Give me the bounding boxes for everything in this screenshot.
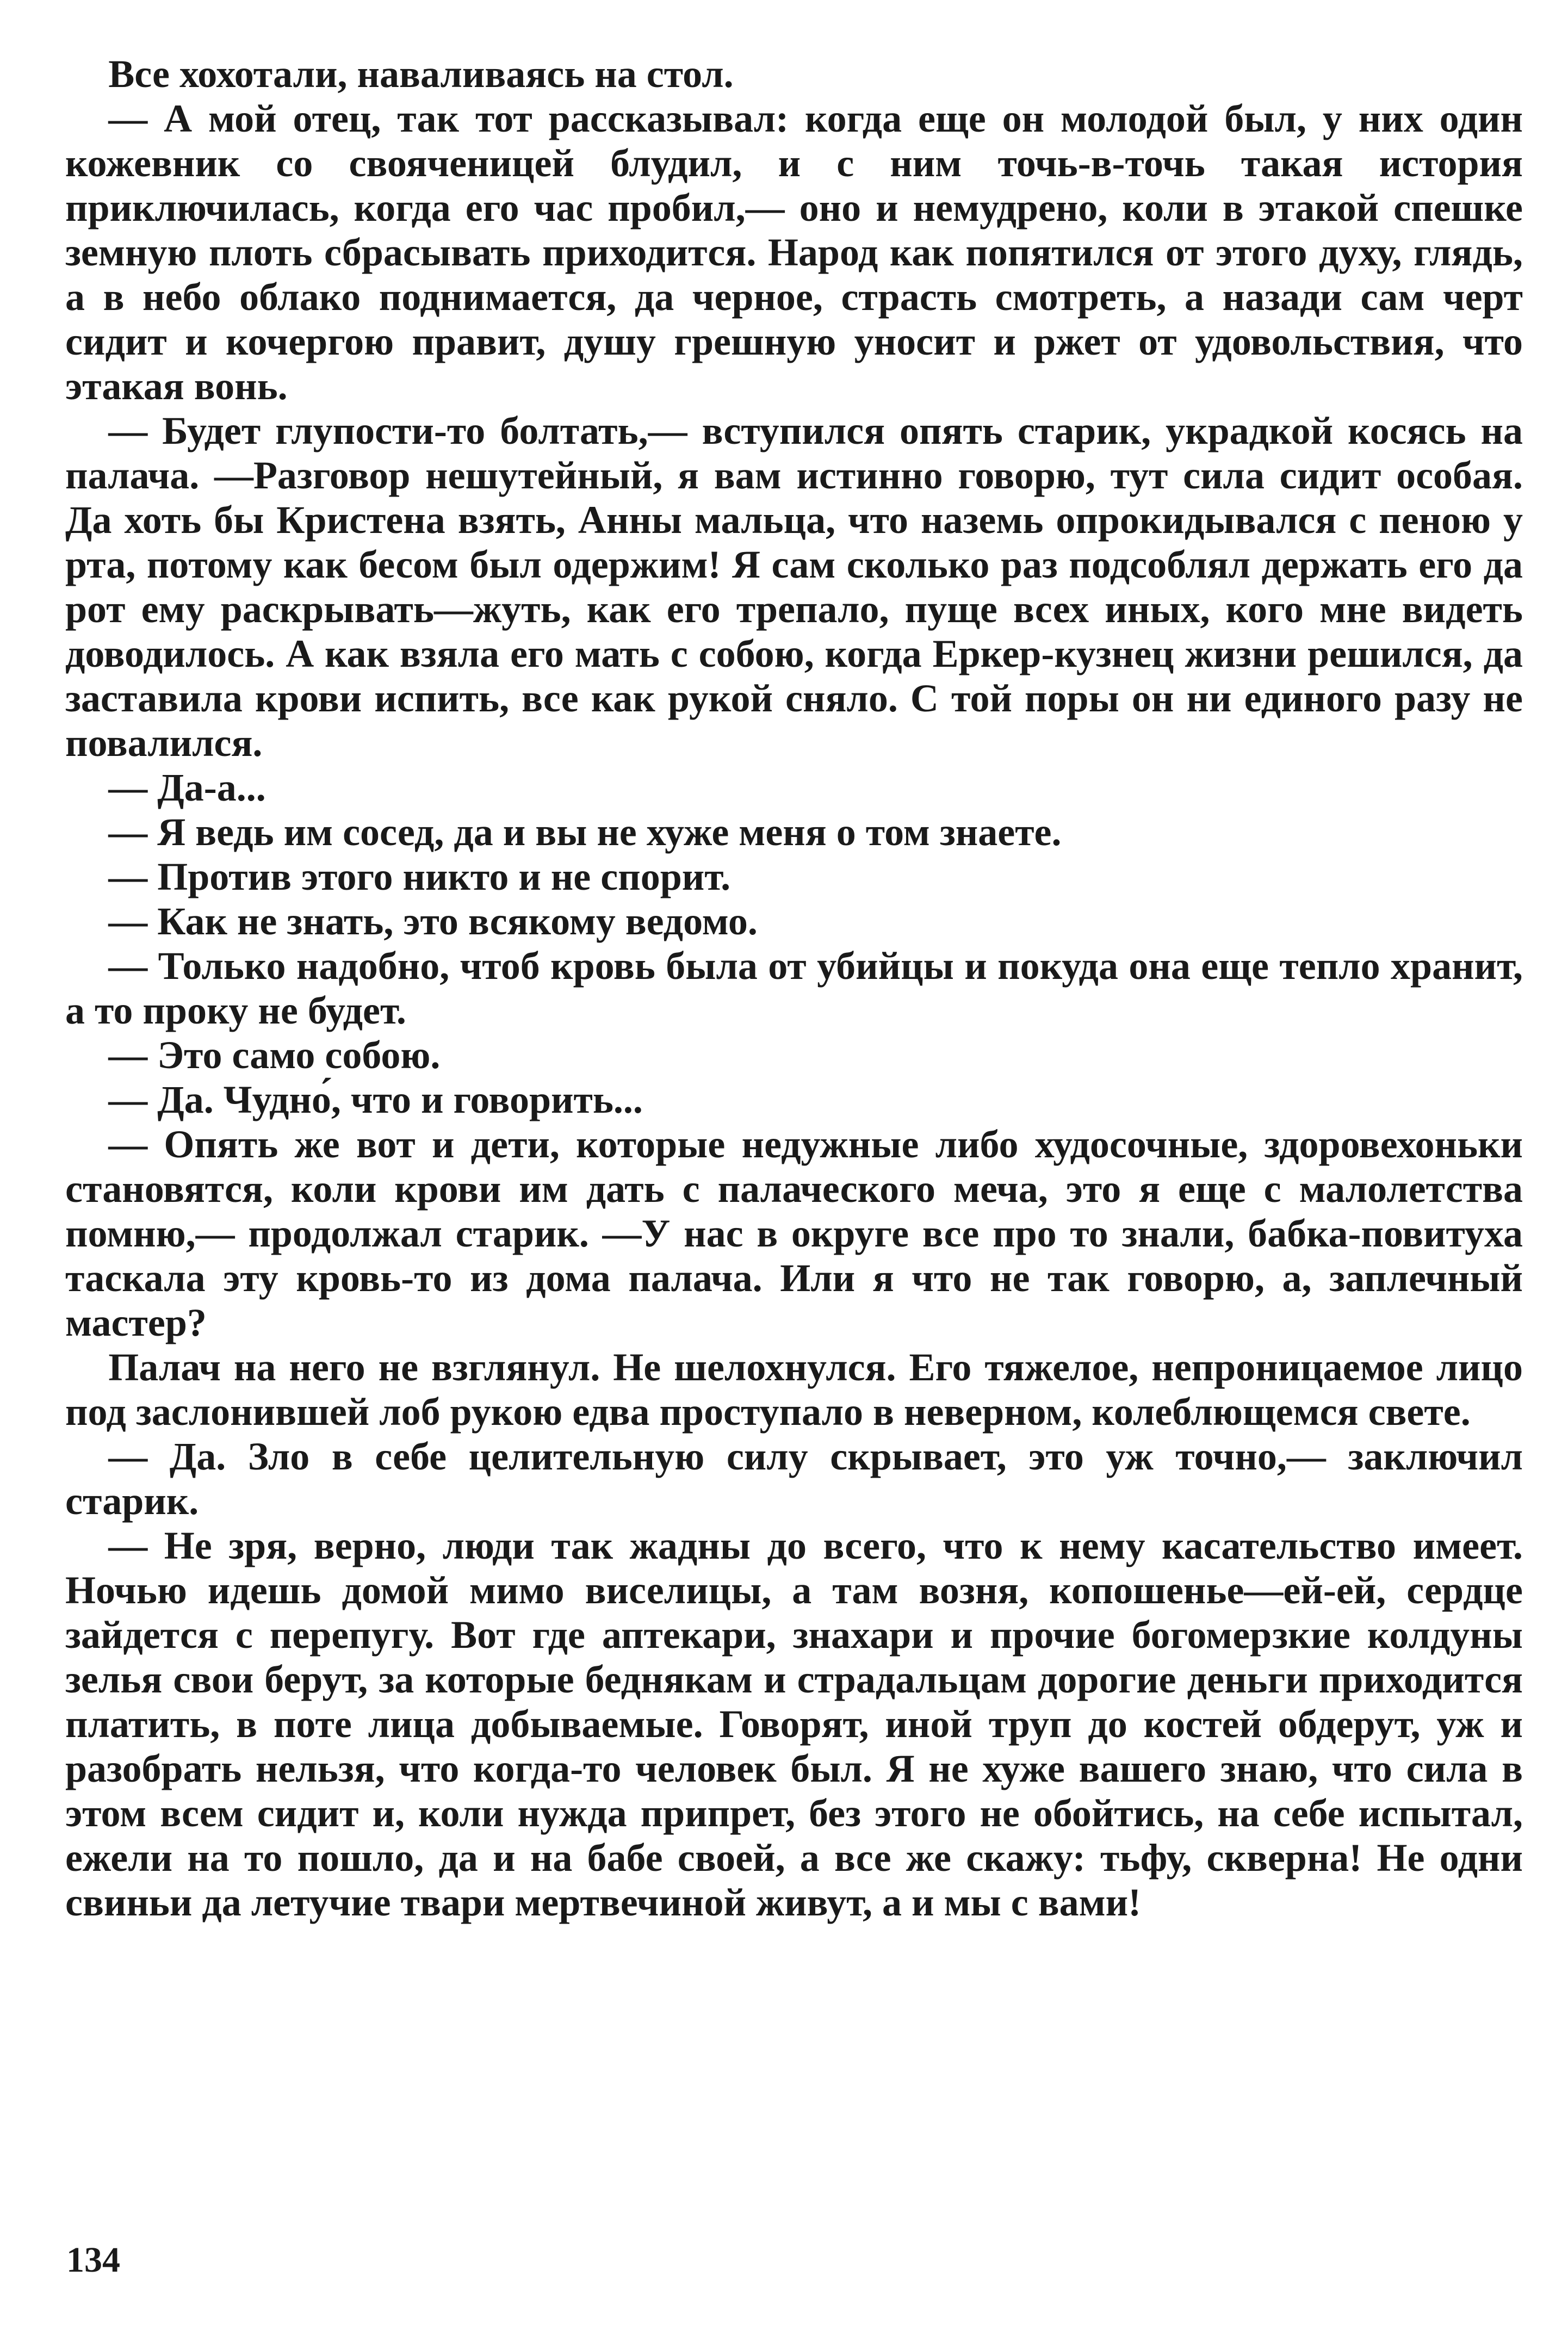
paragraph-4: — Да-а... <box>108 766 266 809</box>
paragraph-10: — Да. Чудно́, что и говорить... <box>108 1078 643 1121</box>
book-page-text <box>65 52 1523 2309</box>
paragraph-2: — А мой отец, так тот рассказывал: когда еще он молодой был, у них один кожевник со свояченицей блудил, и с ним точь-в-точь такая история приключилась, когда его час пробил,— оно и немудрено, коли в этакой спешке земную плоть сбрасывать приходится. Народ как попятился от этого духу, глядь, а в небо облако поднимается, да черное, страсть смотреть, а назади сам черт сидит и кочергою правит, душу грешную уносит и ржет от удовольствия, что этакая вонь. <box>65 97 1523 408</box>
paragraph-7: — Как не знать, это всякому ведомо. <box>108 900 758 943</box>
paragraph-8: — Только надобно, чтоб кровь была от убийцы и покуда она еще тепло хранит, а то проку не будет. <box>65 944 1523 1032</box>
paragraph-11: — Опять же вот и дети, которые недужные либо худосочные, здоровехоньки становятся, коли крови им дать с палаческого меча, это я еще с малолетства помню,— продолжал старик. —У нас в округе все про то знали, бабка-повитуха таскала эту кровь-то из дома палача. Или я что не так говорю, а, заплечный мастер? <box>65 1123 1523 1344</box>
paragraph-1: Все хохотали, наваливаясь на стол. <box>108 52 734 96</box>
paragraph-13: — Да. Зло в себе целительную силу скрывает, это уж точно,— заключил старик. <box>65 1435 1523 1523</box>
paragraph-5: — Я ведь им сосед, да и вы не хуже меня о том знаете. <box>108 810 1062 854</box>
paragraph-6: — Против этого никто и не спорит. <box>108 855 731 898</box>
paragraph-3: — Будет глупости-то болтать,— вступился опять старик, украдкой косясь на палача. —Разговор нешутейный, я вам истинно говорю, тут сила сидит особая. Да хоть бы Кристена взять, Анны мальца, что наземь опрокидывался с пеною у рта, потому как бесом был одержим! Я сам сколько раз подсоблял держать его да рот ему раскрывать—жуть, как его трепало, пуще всех иных, кого мне видеть доводилось. А как взяла его мать с собою, когда Еркер-кузнец жизни решился, да заставила крови испить, все как рукой сняло. С той поры он ни единого разу не повалился. <box>65 409 1523 765</box>
paragraph-14: — Не зря, верно, люди так жадны до всего, что к нему касательство имеет. Ночью идешь домой мимо виселицы, а там возня, копошенье—ей-ей, сердце зайдется с перепугу. Вот где аптекари, знахари и прочие богомерзкие колдуны зелья свои берут, за которые беднякам и страдальцам дорогие деньги приходится платить, в поте лица добываемые. Говорят, иной труп до костей обдерут, уж и разобрать нельзя, что когда-то человек был. Я не хуже вашего знаю, что сила в этом всем сидит и, коли нужда припрет, без этого не обойтись, на себе испытал, ежели на то пошло, да и на бабе своей, а все же скажу: тьфу, скверна! Не одни свиньи да летучие твари мертвечиной живут, а и мы с вами! <box>65 1524 1523 1924</box>
paragraph-12: Палач на него не взглянул. Не шелохнулся. Его тяжелое, непроницаемое лицо под заслонившей лоб рукою едва проступало в неверном, колеблющемся свете. <box>65 1345 1523 1434</box>
page-number: 134 <box>66 2240 120 2280</box>
paragraph-9: — Это само собою. <box>108 1033 441 1077</box>
